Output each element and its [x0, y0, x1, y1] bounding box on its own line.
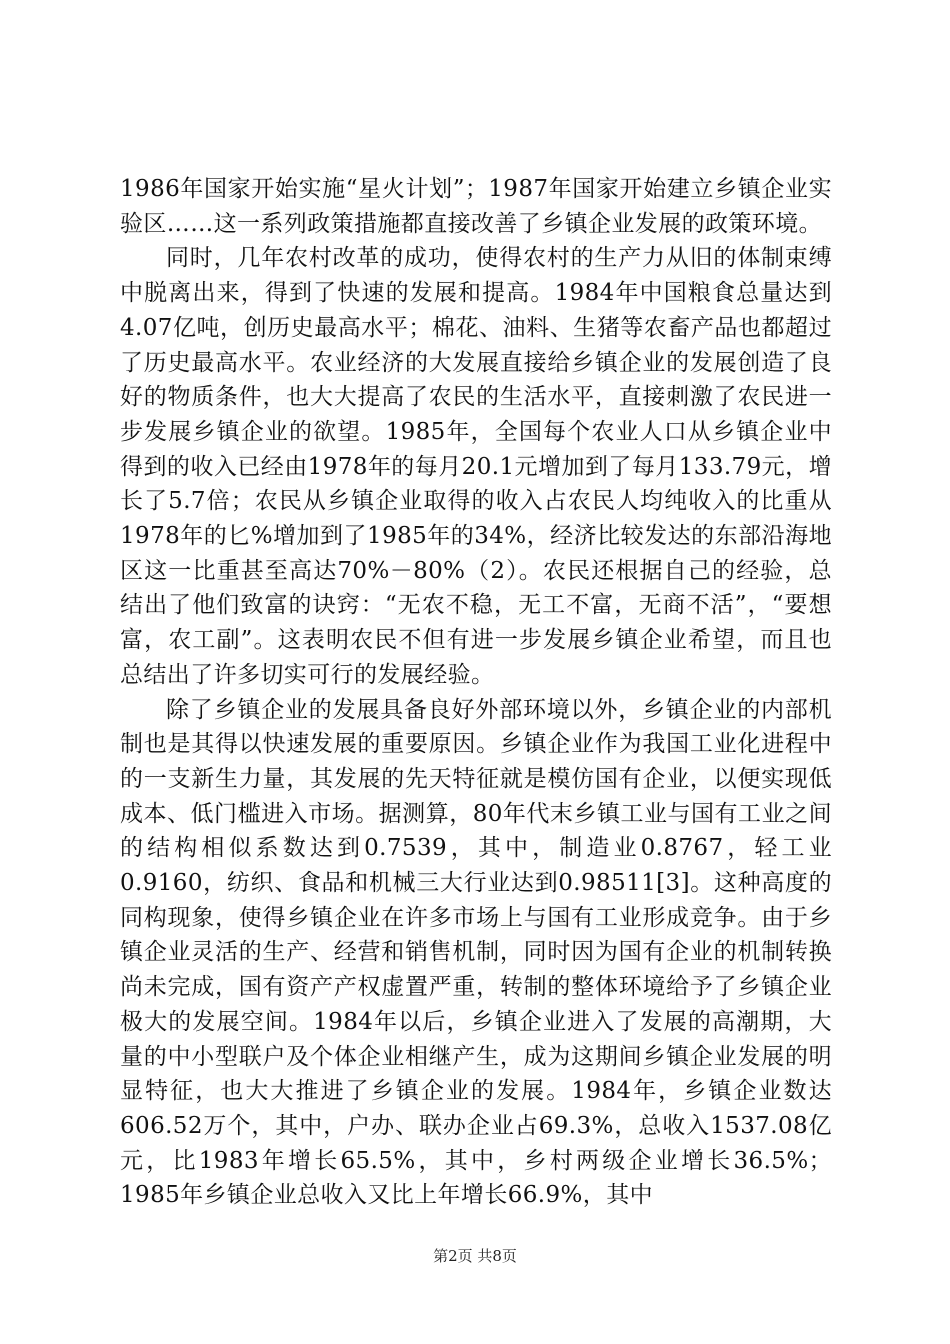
paragraph-1: 1986年国家开始实施“星火计划”；1987年国家开始建立乡镇企业实验区……这一系列政策措施都直接改善了乡镇企业发展的政策环境。 — [120, 176, 832, 237]
document-body — [120, 172, 832, 1213]
paragraph-3: 除了乡镇企业的发展具备良好外部环境以外，乡镇企业的内部机制也是其得以快速发展的重要原因。乡镇企业作为我国工业化进程中的一支新生力量，其发展的先天特征就是模仿国有企业，以便实现低成本、低门槛进入市场。据测算，80年代末乡镇工业与国有工业之间的结构相似系数达到0.7539，其中，制造业0.8767，轻工业0.9160，纺织、食品和机械三大行业达到0.98511[3]。这种高度的同构现象，使得乡镇企业在许多市场上与国有工业形成竞争。由于乡镇企业灵活的生产、经营和销售机制，同时因为国有企业的机制转换尚未完成，国有资产产权虚置严重，转制的整体环境给予了乡镇企业极大的发展空间。1984年以后，乡镇企业进入了发展的高潮期，大量的中小型联户及个体企业相继产生，成为这期间乡镇企业发展的明显特征，也大大推进了乡镇企业的发展。1984年，乡镇企业数达606.52万个，其中，户办、联办企业占69.3%，总收入1537.08亿元，比1983年增长65.5%，其中，乡村两级企业增长36.5%；1985年乡镇企业总收入又比上年增长66.9%，其中 — [120, 696, 832, 1209]
page-number-label: 第2页 共8页 — [433, 1247, 517, 1265]
paragraph-2: 同时，几年农村改革的成功，使得农村的生产力从旧的体制束缚中脱离出来，得到了快速的发展和提高。1984年中国粮食总量达到4.07亿吨，创历史最高水平；棉花、油料、生猪等农畜产品也都超过了历史最高水平。农业经济的大发展直接给乡镇企业的发展创造了良好的物质条件，也大大提高了农民的生活水平，直接刺激了农民进一步发展乡镇企业的欲望。1985年，全国每个农业人口从乡镇企业中得到的收入已经由1978年的每月20.1元增加到了每月133.79元，增长了5.7倍；农民从乡镇企业取得的收入占农民人均纯收入的比重从1978年的匕%增加到了1985年的34%，经济比较发达的东部沿海地区这一比重甚至高达70%－80%（2）。农民还根据自己的经验，总结出了他们致富的诀窍：“无农不稳，无工不富，无商不活”，“要想富，农工副”。这表明农民不但有进一步发展乡镇企业希望，而且也总结出了许多切实可行的发展经验。 — [120, 245, 832, 688]
page-footer — [0, 1246, 950, 1266]
